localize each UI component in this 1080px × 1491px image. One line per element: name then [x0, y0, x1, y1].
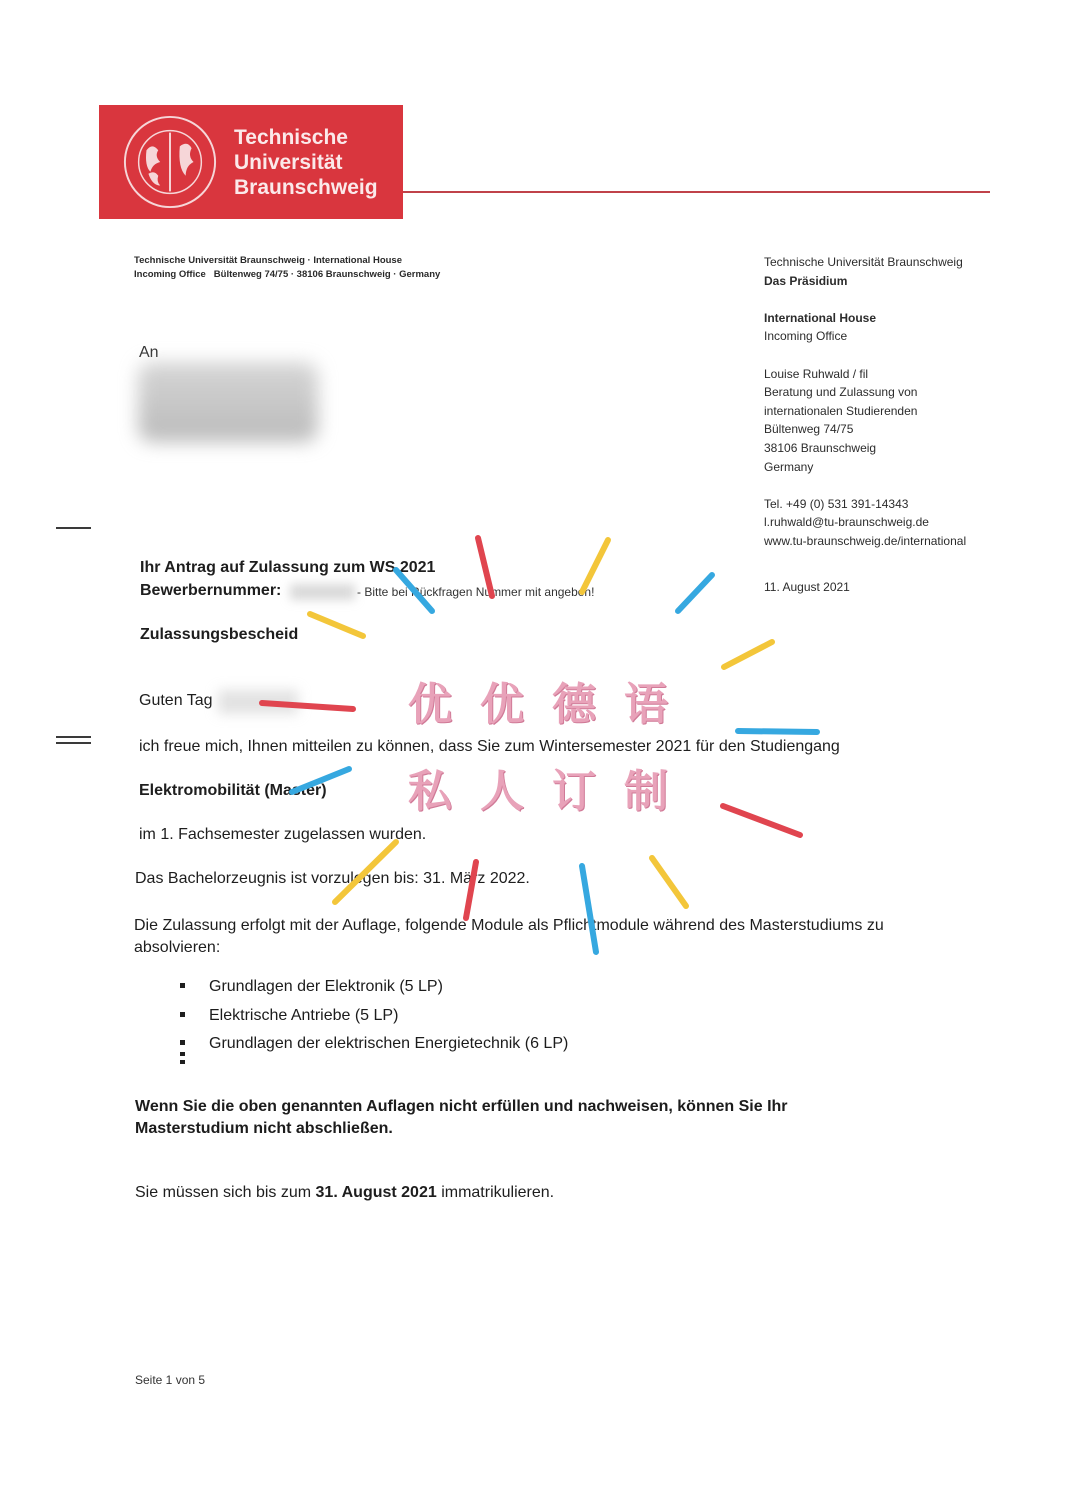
- info-city: 38106 Braunschweig: [764, 440, 877, 455]
- bachelor-deadline: Das Bachelorzeugnis ist vorzulegen bis: 31. März 2022.: [135, 870, 530, 887]
- module-label: Grundlagen der elektrischen Energietechnik (6 LP): [209, 1035, 569, 1052]
- watermark-line-1: 优优德语: [408, 679, 696, 730]
- module-label: Elektrische Antriebe (5 LP): [209, 1006, 399, 1024]
- sender-office: Incoming Office: [134, 269, 206, 280]
- logo-line-2: Universität: [234, 151, 343, 174]
- deadline-suffix: immatrikulieren.: [436, 1184, 555, 1201]
- recipient-name-redacted: [218, 690, 298, 714]
- module-label: Grundlagen der Elektronik (5 LP): [209, 978, 443, 995]
- university-seal-icon: [121, 113, 219, 211]
- info-contact: Louise Ruhwald / fil: [764, 366, 869, 381]
- university-logo: [99, 105, 403, 219]
- header-divider: [403, 191, 990, 193]
- greeting: Guten Tag: [139, 692, 213, 709]
- fold-mark: [56, 527, 91, 529]
- recipient-address-redacted: [138, 362, 318, 442]
- letter-subject: Ihr Antrag auf Zulassung zum WS 2021: [140, 559, 436, 576]
- page-number: Seite 1 von 5: [135, 1373, 206, 1387]
- info-dept: Das Präsidium: [764, 273, 848, 288]
- info-org: Technische Universität Braunschweig: [764, 255, 963, 269]
- info-email: l.ruhwald@tu-braunschweig.de: [764, 515, 929, 530]
- semester-line: im 1. Fachsemester zugelassen wurden.: [139, 826, 427, 843]
- conditions-paragraph: Die Zulassung erfolgt mit der Auflage, folgende Module als Pflichtmodule während des Masterstudiums zu absolvieren:: [134, 917, 884, 956]
- enrollment-deadline: [135, 1184, 554, 1202]
- applicant-number-redacted: [290, 584, 355, 600]
- logo-line-1: Technische: [234, 126, 348, 149]
- admission-paragraph: ich freue mich, Ihnen mitteilen zu können, dass Sie zum Wintersemester 2021 für den Studiengang: [139, 738, 840, 755]
- info-office: Incoming Office: [764, 329, 848, 344]
- sender-line-1: Technische Universität Braunschweig · International House: [134, 255, 402, 266]
- watermark-line-2: 私人订制: [408, 766, 696, 817]
- bullet-icon: [180, 1040, 185, 1045]
- study-program: Elektromobilität (Master): [139, 782, 327, 799]
- bullet-icon: [180, 1052, 185, 1064]
- deadline-prefix: Sie müssen sich bis zum: [135, 1184, 316, 1201]
- info-street: Bültenweg 74/75: [764, 422, 854, 437]
- bullet-icon: [180, 1012, 185, 1017]
- sender-address: [134, 254, 440, 282]
- fold-mark: [56, 736, 91, 738]
- info-role-2: internationalen Studierenden: [764, 403, 918, 418]
- applicant-number-label: Bewerbernummer:: [140, 582, 282, 599]
- letter-date: 11. August 2021: [764, 580, 850, 595]
- info-column: [764, 253, 966, 597]
- info-role-1: Beratung und Zulassung von: [764, 385, 918, 400]
- warning-paragraph: Wenn Sie die oben genannten Auflagen nicht erfüllen und nachweisen, können Sie Ihr Masterstudium nicht abschließen.: [135, 1098, 788, 1137]
- applicant-number-note: - Bitte bei Rückfragen Nummer mit angeben!: [357, 585, 595, 599]
- logo-line-3: Braunschweig: [234, 176, 378, 199]
- fold-mark: [56, 742, 91, 744]
- info-house: International House: [764, 310, 877, 325]
- notice-title: Zulassungsbescheid: [140, 626, 299, 643]
- sender-street: Bültenweg 74/75 · 38106 Braunschweig · Germany: [213, 269, 441, 280]
- info-phone: Tel. +49 (0) 531 391-14343: [764, 496, 909, 511]
- info-web: www.tu-braunschweig.de/international: [764, 533, 967, 548]
- recipient-label: An: [139, 344, 159, 361]
- info-country: Germany: [764, 459, 814, 474]
- bullet-icon: [180, 983, 185, 988]
- deadline-date: 31. August 2021: [315, 1184, 437, 1201]
